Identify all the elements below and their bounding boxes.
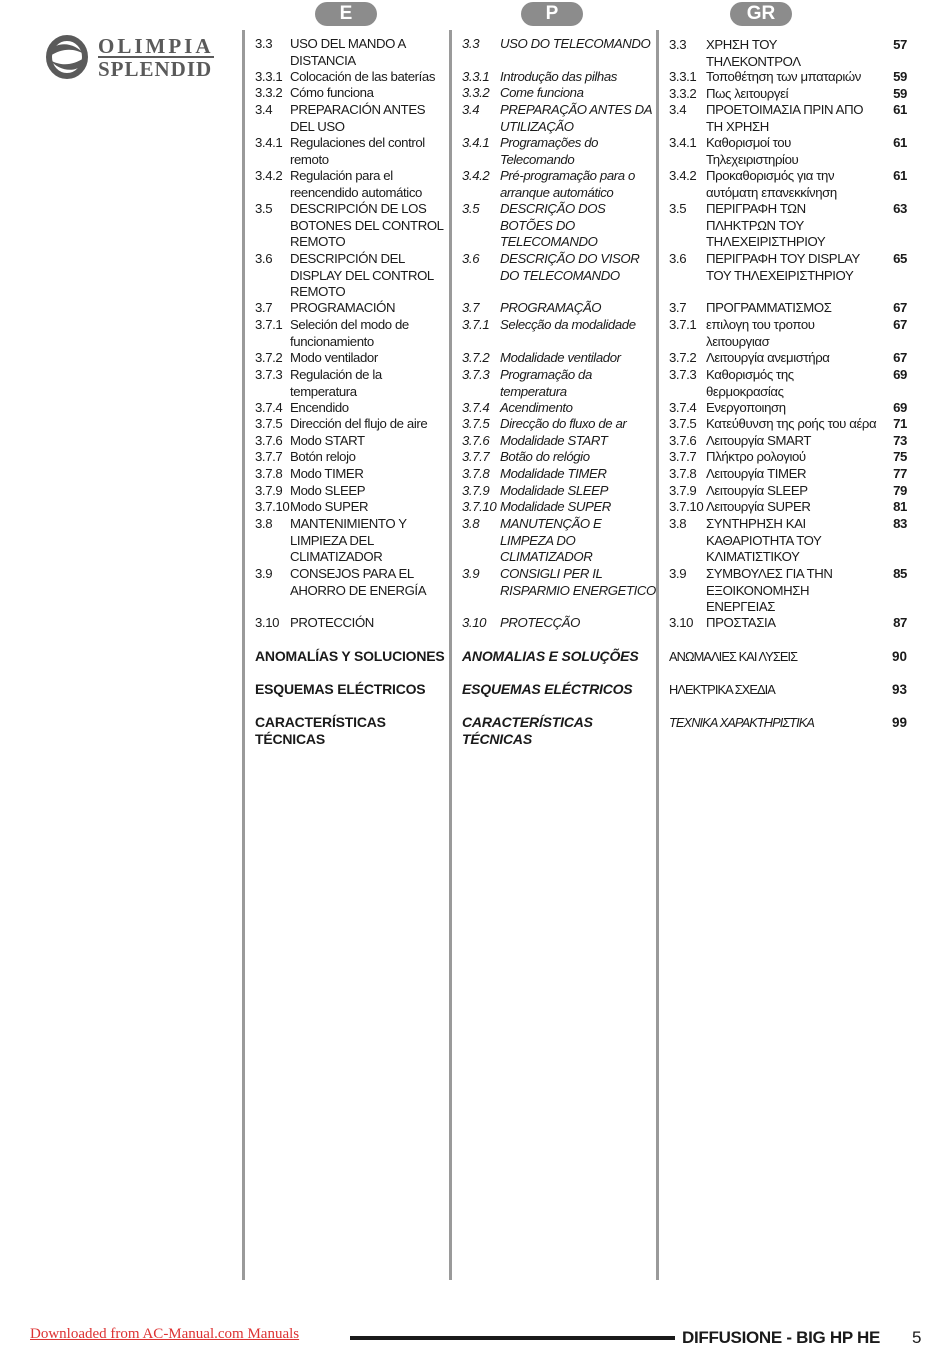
toc-entry-title: LIMPEZA DO bbox=[500, 532, 576, 548]
toc-entry-title: Encendido bbox=[290, 400, 349, 415]
toc-entry-title: MANTENIMIENTO Y bbox=[290, 516, 407, 531]
page-number: 5 bbox=[912, 1328, 922, 1347]
toc-entry-page: 81 bbox=[893, 499, 907, 514]
toc-entry-title: PREPARAÇÃO ANTES DA bbox=[500, 102, 653, 117]
toc-entry-title: Καθορισμός της bbox=[706, 367, 794, 382]
toc-section-heading-text: ANOMALIAS E SOLUÇÕES bbox=[462, 648, 639, 664]
toc-entry-number: 3.6 bbox=[462, 251, 480, 266]
toc-entry bbox=[462, 449, 652, 466]
column-divider bbox=[656, 30, 659, 1280]
toc-entry-page: 61 bbox=[893, 168, 907, 183]
toc-entry-page: 83 bbox=[893, 516, 907, 531]
toc-entry-number: 3.9 bbox=[669, 566, 687, 581]
toc-entry-title: BOTONES DEL CONTROL bbox=[290, 217, 444, 233]
toc-entry bbox=[462, 85, 652, 102]
toc-section-heading-text: ΑΝΩΜΑΛΙΕΣ ΚΑΙ ΛΥΣΕΙΣ bbox=[669, 649, 798, 664]
toc-entry-title: CONSIGLI PER IL bbox=[500, 566, 603, 581]
toc-entry-number: 3.7 bbox=[462, 300, 480, 315]
toc-entry bbox=[255, 483, 443, 500]
toc-entry-page: 77 bbox=[893, 466, 907, 481]
toc-entry-title: ΠΛΗΚΤΡΩΝ ΤΟΥ bbox=[706, 217, 804, 233]
toc-entry bbox=[462, 566, 656, 599]
toc-section-heading-text: ESQUEMAS ELÉCTRICOS bbox=[255, 681, 426, 697]
toc-entry-number: 3.7.3 bbox=[462, 367, 490, 382]
toc-section-heading-text: ΗΛΕΚΤΡΙΚΑ ΣΧΕΔΙΑ bbox=[669, 682, 775, 697]
toc-entry bbox=[669, 86, 909, 103]
toc-entry-title: DESCRIPCIÓN DEL bbox=[290, 251, 405, 266]
toc-entry-title: Selecção da modalidade bbox=[500, 317, 636, 332]
toc-entry-number: 3.7 bbox=[669, 300, 687, 315]
toc-entry-title: ΣΥΝΤΗΡΗΣΗ ΚΑΙ bbox=[706, 516, 806, 531]
toc-entry-title: PREPARACIÓN ANTES bbox=[290, 102, 426, 117]
toc-entry-title: Πλήκτρο ρολογιού bbox=[706, 449, 806, 464]
toc-entry-number: 3.7.2 bbox=[462, 350, 490, 365]
toc-entry-number: 3.7.10 bbox=[462, 499, 497, 514]
toc-entry-page: 67 bbox=[893, 300, 907, 315]
toc-entry bbox=[462, 251, 652, 284]
toc-entry-title: επιλογη του τροπου bbox=[706, 317, 815, 332]
toc-entry-page: 79 bbox=[893, 483, 907, 498]
toc-section-heading-text: TÉCNICAS bbox=[462, 730, 532, 747]
toc-entry bbox=[462, 317, 652, 334]
toc-entry-number: 3.7.5 bbox=[255, 416, 283, 431]
toc-entry-title: Modalidade START bbox=[500, 433, 608, 448]
toc-section-heading-text: CARACTERÍSTICAS bbox=[462, 714, 593, 730]
toc-entry-title: TELECOMANDO bbox=[500, 234, 598, 249]
toc-entry-title: Modo ventilador bbox=[290, 350, 378, 365]
toc-entry-title: Dirección del flujo de aire bbox=[290, 416, 428, 431]
toc-entry-title: Programações do bbox=[500, 135, 599, 150]
toc-entry-title: Προκαθορισμός για την bbox=[706, 168, 835, 183]
toc-entry-number: 3.3.2 bbox=[462, 85, 490, 100]
toc-entry-title: ΧΡΗΣΗ ΤΟΥ bbox=[706, 37, 778, 52]
toc-entry-title: ΠΡΟΓΡΑΜΜΑΤΙΣΜΟΣ bbox=[706, 300, 832, 315]
toc-entry-number: 3.7.5 bbox=[462, 416, 490, 431]
toc-entry-title: Telecomando bbox=[500, 151, 575, 167]
toc-entry-title: USO DEL MANDO A bbox=[290, 36, 406, 51]
toc-entry-title: Modo SLEEP bbox=[290, 483, 366, 498]
toc-entry-number: 3.7.7 bbox=[255, 449, 283, 464]
toc-entry-number: 3.8 bbox=[255, 516, 273, 531]
toc-entry bbox=[462, 367, 652, 400]
toc-entry-title: Κατεύθυνση της ροής του αέρα bbox=[706, 416, 877, 431]
toc-entry-title: REMOTO bbox=[290, 284, 346, 299]
toc-entry-number: 3.7 bbox=[255, 300, 273, 315]
column-divider bbox=[242, 30, 245, 1280]
toc-entry bbox=[669, 499, 909, 516]
toc-entry bbox=[462, 300, 652, 317]
toc-entry-title: temperatura bbox=[500, 383, 567, 399]
toc-entry-number: 3.3.1 bbox=[462, 69, 490, 84]
toc-entry-page: 67 bbox=[893, 350, 907, 365]
toc-entry-title: Λειτουργία TIMER bbox=[706, 466, 807, 481]
toc-entry-page: 63 bbox=[893, 201, 907, 216]
toc-entry-title: Πως λειτουργεί bbox=[706, 86, 789, 101]
toc-entry-number: 3.7.3 bbox=[669, 367, 697, 382]
toc-entry bbox=[669, 449, 909, 466]
toc-entry bbox=[255, 300, 443, 317]
toc-entry-number: 3.3 bbox=[669, 37, 687, 52]
toc-section-page: 99 bbox=[891, 715, 907, 730]
toc-entry bbox=[462, 400, 652, 417]
toc-entry-number: 3.4 bbox=[462, 102, 480, 117]
toc-section-heading bbox=[255, 648, 443, 665]
toc-entry bbox=[462, 350, 652, 367]
toc-entry-number: 3.7.9 bbox=[462, 483, 490, 498]
toc-entry bbox=[669, 416, 909, 433]
toc-entry-number: 3.4 bbox=[255, 102, 273, 117]
toc-entry bbox=[255, 102, 443, 135]
toc-entry-title: Come funciona bbox=[500, 85, 584, 100]
toc-entry-page: 75 bbox=[893, 449, 907, 464]
toc-section-heading-text: ΤΕΧΝΙΚΑ ΧΑΡΑΚΤΗΡΙΣΤΙΚΑ bbox=[669, 715, 815, 730]
toc-entry-title: Programação da bbox=[500, 367, 592, 382]
toc-entry-number: 3.8 bbox=[462, 516, 480, 531]
toc-entry-page: 69 bbox=[893, 400, 907, 415]
toc-entry-page: 57 bbox=[893, 37, 907, 52]
toc-entry-number: 3.7.1 bbox=[669, 317, 697, 332]
toc-entry-title: AHORRO DE ENERGÍA bbox=[290, 582, 427, 598]
toc-entry-title: θερμοκρασίας bbox=[706, 383, 784, 399]
toc-entry-title: PROGRAMACIÓN bbox=[290, 300, 396, 315]
toc-section-heading bbox=[462, 648, 652, 665]
toc-entry-number: 3.7.6 bbox=[669, 433, 697, 448]
toc-entry-title: Colocación de las baterías bbox=[290, 69, 436, 84]
download-source-link[interactable]: Downloaded from AC-Manual.com Manuals bbox=[30, 1326, 300, 1342]
toc-entry-page: 67 bbox=[893, 317, 907, 332]
toc-entry-title: Modo TIMER bbox=[290, 466, 364, 481]
toc-entry-title: CLIMATIZADOR bbox=[500, 549, 593, 564]
toc-entry-page: 87 bbox=[893, 615, 907, 630]
toc-entry-title: PROGRAMAÇÃO bbox=[500, 300, 602, 315]
toc-section-heading bbox=[462, 681, 652, 698]
toc-entry-number: 3.10 bbox=[255, 615, 280, 630]
toc-entry bbox=[669, 300, 909, 317]
toc-entry-number: 3.7.6 bbox=[462, 433, 490, 448]
toc-entry-title: ΕΞΟΙΚΟΝΟΜΗΣΗ bbox=[706, 582, 810, 598]
toc-entry bbox=[255, 433, 443, 450]
toc-entry-title: LIMPIEZA DEL bbox=[290, 532, 374, 548]
toc-entry-title: arranque automático bbox=[500, 184, 614, 200]
toc-entry-number: 3.7.1 bbox=[462, 317, 490, 332]
toc-entry-number: 3.6 bbox=[255, 251, 273, 266]
brand-logo bbox=[46, 34, 236, 80]
toc-entry-page: 69 bbox=[893, 367, 907, 382]
toc-entry bbox=[255, 69, 443, 86]
toc-entry-number: 3.4.2 bbox=[255, 168, 283, 183]
toc-entry-number: 3.8 bbox=[669, 516, 687, 531]
toc-entry-number: 3.7.8 bbox=[255, 466, 283, 481]
toc-entry-title: ΚΑΘΑΡΙΟΤΗΤΑ ΤΟΥ bbox=[706, 532, 822, 548]
toc-entry-page: 59 bbox=[893, 69, 907, 84]
toc-entry-title: MANUTENÇÃO E bbox=[500, 516, 602, 531]
toc-entry bbox=[669, 516, 909, 566]
toc-entry bbox=[462, 615, 652, 632]
toc-entry-number: 3.4.1 bbox=[255, 135, 283, 150]
toc-entry-page: 71 bbox=[893, 416, 907, 431]
column-divider bbox=[449, 30, 452, 1280]
toc-entry bbox=[255, 367, 443, 400]
toc-entry bbox=[669, 168, 909, 201]
toc-entry bbox=[462, 102, 652, 135]
toc-entry bbox=[462, 516, 652, 566]
toc-entry bbox=[255, 516, 443, 566]
toc-entry bbox=[462, 466, 652, 483]
toc-entry-title: Introdução das pilhas bbox=[500, 69, 617, 84]
toc-entry bbox=[255, 615, 443, 632]
toc-entry-title: Botão do relógio bbox=[500, 449, 590, 464]
toc-entry-title: ΤΟΥ ΤΗΛΕΧΕΙΡΙΣΤΗΡΙΟΥ bbox=[706, 267, 854, 283]
toc-entry-number: 3.4.1 bbox=[669, 135, 697, 150]
toc-entry-number: 3.7.10 bbox=[255, 499, 290, 514]
toc-entry-number: 3.9 bbox=[462, 566, 480, 581]
toc-entry-number: 3.7.4 bbox=[669, 400, 697, 415]
toc-section-heading-text: TÉCNICAS bbox=[255, 730, 325, 747]
toc-entry-title: Modo START bbox=[290, 433, 365, 448]
toc-entry bbox=[255, 135, 443, 168]
toc-section-heading bbox=[669, 682, 909, 699]
toc-entry bbox=[669, 251, 909, 284]
toc-entry-title: Λειτουργία ανεμιστήρα bbox=[706, 350, 830, 365]
toc-entry-number: 3.7.1 bbox=[255, 317, 283, 332]
lang-badge-es: E bbox=[315, 2, 377, 26]
toc-entry-title: temperatura bbox=[290, 383, 357, 399]
toc-entry bbox=[669, 400, 909, 417]
toc-entry-title: BOTÕES DO bbox=[500, 217, 575, 233]
toc-entry bbox=[462, 69, 652, 86]
toc-entry-title: USO DO TELECOMANDO bbox=[500, 36, 651, 51]
toc-entry-number: 3.7.5 bbox=[669, 416, 697, 431]
toc-entry-title: DISPLAY DEL CONTROL bbox=[290, 267, 434, 283]
toc-entry-title: ΠΕΡΙΓΡΑΦΗ ΤΟΥ DISPLAY bbox=[706, 251, 860, 266]
toc-entry bbox=[669, 466, 909, 483]
toc-entry-title: Modalidade SUPER bbox=[500, 499, 611, 514]
toc-entry-number: 3.3.1 bbox=[255, 69, 283, 84]
toc-entry-title: DISTANCIA bbox=[290, 52, 356, 68]
toc-entry bbox=[255, 499, 443, 516]
toc-entry-title: CLIMATIZADOR bbox=[290, 549, 383, 564]
toc-entry-page: 85 bbox=[893, 566, 907, 581]
toc-entry-title: PROTECCIÓN bbox=[290, 615, 374, 630]
toc-entry-title: ΠΕΡΙΓΡΑΦΗ ΤΩΝ bbox=[706, 201, 806, 216]
toc-entry-title: Modalidade ventilador bbox=[500, 350, 621, 365]
toc-entry-page: 61 bbox=[893, 135, 907, 150]
toc-entry-title: Modalidade TIMER bbox=[500, 466, 607, 481]
toc-entry bbox=[255, 416, 443, 433]
toc-entry bbox=[255, 566, 443, 599]
toc-entry bbox=[255, 85, 443, 102]
toc-entry-number: 3.7.4 bbox=[462, 400, 490, 415]
toc-entry-page: 73 bbox=[893, 433, 907, 448]
toc-entry-number: 3.5 bbox=[462, 201, 480, 216]
lang-badge-gr: GR bbox=[730, 2, 792, 26]
toc-entry-number: 3.7.2 bbox=[669, 350, 697, 365]
toc-section-heading-text: ANOMALÍAS Y SOLUCIONES bbox=[255, 648, 445, 664]
toc-entry-title: ΤΗΛΕΚΟΝΤΡΟΛ bbox=[706, 53, 801, 69]
toc-entry bbox=[669, 566, 909, 616]
toc-entry-title: Pré-programação para o bbox=[500, 168, 635, 183]
toc-entry bbox=[669, 317, 909, 350]
toc-entry-title: PROTECÇÃO bbox=[500, 615, 580, 630]
toc-entry-number: 3.3.2 bbox=[255, 85, 283, 100]
toc-section-heading-text: CARACTERÍSTICAS bbox=[255, 714, 386, 730]
toc-entry-title: Τηλεχειριστηρίου bbox=[706, 151, 799, 167]
toc-entry-number: 3.10 bbox=[669, 615, 694, 630]
toc-section-page: 90 bbox=[891, 649, 907, 664]
toc-entry-title: Cómo funciona bbox=[290, 85, 374, 100]
toc-entry-title: DESCRIPCIÓN DE LOS bbox=[290, 201, 427, 216]
toc-entry-title: Acendimento bbox=[500, 400, 573, 415]
toc-entry-number: 3.7.7 bbox=[669, 449, 697, 464]
toc-entry-number: 3.3 bbox=[255, 36, 273, 51]
toc-entry-title: αυτόματη επανεκκίνηση bbox=[706, 184, 837, 200]
olimpia-logo-icon bbox=[46, 34, 92, 80]
toc-entry-number: 3.10 bbox=[462, 615, 487, 630]
footer-rule bbox=[350, 1336, 675, 1340]
toc-entry-title: funcionamiento bbox=[290, 333, 374, 349]
toc-entry-page: 65 bbox=[893, 251, 907, 266]
toc-entry bbox=[255, 350, 443, 367]
toc-entry-title: DESCRIÇÃO DO VISOR bbox=[500, 251, 640, 266]
toc-entry-number: 3.7.7 bbox=[462, 449, 490, 464]
toc-entry bbox=[255, 317, 443, 350]
toc-entry bbox=[462, 168, 652, 201]
toc-entry-title: Botón relojo bbox=[290, 449, 356, 464]
toc-entry-title: Regulaciones del control bbox=[290, 135, 425, 150]
toc-entry bbox=[462, 499, 652, 516]
toc-entry-number: 3.7.9 bbox=[669, 483, 697, 498]
toc-entry-title: ΚΛΙΜΑΤΙΣΤΙΚΟΥ bbox=[706, 549, 800, 564]
toc-entry bbox=[255, 400, 443, 417]
toc-entry-number: 3.7.10 bbox=[669, 499, 704, 514]
toc-entry-title: λειτουργιασ bbox=[706, 333, 770, 349]
toc-entry-number: 3.5 bbox=[669, 201, 687, 216]
toc-entry-number: 3.9 bbox=[255, 566, 273, 581]
toc-entry bbox=[255, 36, 443, 69]
toc-entry-number: 3.4.1 bbox=[462, 135, 490, 150]
toc-entry-title: Modalidade SLEEP bbox=[500, 483, 608, 498]
toc-entry bbox=[669, 615, 909, 632]
toc-entry-number: 3.3.1 bbox=[669, 69, 697, 84]
toc-entry bbox=[669, 350, 909, 367]
toc-entry bbox=[669, 69, 909, 86]
toc-entry-title: Seleción del modo de bbox=[290, 317, 409, 332]
toc-entry-title: REMOTO bbox=[290, 234, 346, 249]
toc-entry-title: UTILIZAÇÃO bbox=[500, 118, 574, 134]
toc-entry-title: Καθορισμοί του bbox=[706, 135, 791, 150]
toc-entry bbox=[462, 433, 652, 450]
toc-entry bbox=[255, 466, 443, 483]
toc-entry bbox=[669, 367, 909, 400]
toc-entry-title: Τοποθέτηση των μπαταριών bbox=[706, 69, 861, 84]
toc-entry-number: 3.5 bbox=[255, 201, 273, 216]
brand-line-2: SPLENDID bbox=[98, 57, 213, 81]
brand-line-1: OLIMPIA bbox=[98, 34, 214, 58]
toc-entry-title: Modo SUPER bbox=[290, 499, 369, 514]
toc-entry-number: 3.3.2 bbox=[669, 86, 697, 101]
toc-entry bbox=[669, 483, 909, 500]
toc-entry-title: reencendido automático bbox=[290, 184, 422, 200]
toc-section-heading bbox=[462, 714, 652, 747]
toc-entry-number: 3.6 bbox=[669, 251, 687, 266]
toc-entry-number: 3.4 bbox=[669, 102, 687, 117]
toc-entry-title: DO TELECOMANDO bbox=[500, 267, 620, 283]
toc-entry-number: 3.7.4 bbox=[255, 400, 283, 415]
toc-entry-number: 3.7.8 bbox=[669, 466, 697, 481]
toc-entry-title: Regulación para el bbox=[290, 168, 393, 183]
toc-entry bbox=[462, 483, 652, 500]
toc-entry-title: Regulación de la bbox=[290, 367, 382, 382]
toc-section-heading bbox=[669, 715, 909, 732]
toc-entry bbox=[462, 416, 652, 433]
toc-entry bbox=[462, 36, 652, 53]
toc-entry-title: DESCRIÇÃO DOS bbox=[500, 201, 606, 216]
toc-entry-title: ΕΝΕΡΓΕΙΑΣ bbox=[706, 599, 775, 614]
toc-entry bbox=[462, 201, 652, 251]
toc-entry-page: 61 bbox=[893, 102, 907, 117]
toc-entry-number: 3.3 bbox=[462, 36, 480, 51]
toc-entry-number: 3.4.2 bbox=[669, 168, 697, 183]
toc-entry-number: 3.7.8 bbox=[462, 466, 490, 481]
toc-entry bbox=[669, 135, 909, 168]
toc-entry-title: Λειτουργία SMART bbox=[706, 433, 812, 448]
toc-entry bbox=[255, 201, 443, 251]
toc-section-heading bbox=[255, 681, 443, 698]
toc-entry-number: 3.7.6 bbox=[255, 433, 283, 448]
toc-entry-title: RISPARMIO ENERGETICO bbox=[500, 582, 656, 598]
toc-section-page: 93 bbox=[891, 682, 907, 697]
toc-entry-title: ΠΡΟΣΤΑΣΙΑ bbox=[706, 615, 776, 630]
toc-entry-number: 3.7.9 bbox=[255, 483, 283, 498]
toc-entry-number: 3.7.3 bbox=[255, 367, 283, 382]
toc-section-heading bbox=[669, 649, 909, 666]
toc-entry-title: ΣΥΜΒΟΥΛΕΣ ΓΙΑ ΤΗΝ bbox=[706, 566, 833, 581]
toc-entry-page: 59 bbox=[893, 86, 907, 101]
toc-entry bbox=[255, 251, 443, 301]
toc-entry-title: ΤΗΛΕΧΕΙΡΙΣΤΗΡΙΟΥ bbox=[706, 234, 826, 249]
toc-entry-title: Direcção do fluxo de ar bbox=[500, 416, 627, 431]
toc-entry bbox=[255, 168, 443, 201]
toc-entry-title: Ενεργοποιηση bbox=[706, 400, 786, 415]
toc-entry bbox=[669, 433, 909, 450]
toc-entry-title: ΤΗ ΧΡΗΣΗ bbox=[706, 118, 769, 134]
toc-entry-title: Λειτουργία SLEEP bbox=[706, 483, 808, 498]
toc-entry bbox=[255, 449, 443, 466]
toc-entry-title: remoto bbox=[290, 151, 329, 167]
toc-entry bbox=[462, 135, 652, 168]
toc-entry bbox=[669, 201, 909, 251]
toc-entry-title: CONSEJOS PARA EL bbox=[290, 566, 414, 581]
lang-badge-pt: P bbox=[521, 2, 583, 26]
toc-entry-number: 3.4.2 bbox=[462, 168, 490, 183]
toc-entry bbox=[669, 37, 909, 70]
document-title: DIFFUSIONE - BIG HP HE bbox=[682, 1328, 881, 1347]
toc-entry-title: Λειτουργία SUPER bbox=[706, 499, 811, 514]
toc-section-heading bbox=[255, 714, 443, 747]
toc-entry-title: ΠΡΟΕΤΟΙΜΑΣΙΑ ΠΡΙΝ ΑΠΟ bbox=[706, 102, 864, 117]
toc-section-heading-text: ESQUEMAS ELÉCTRICOS bbox=[462, 681, 633, 697]
toc-entry-number: 3.7.2 bbox=[255, 350, 283, 365]
toc-entry bbox=[669, 102, 909, 135]
toc-entry-title: DEL USO bbox=[290, 118, 345, 134]
